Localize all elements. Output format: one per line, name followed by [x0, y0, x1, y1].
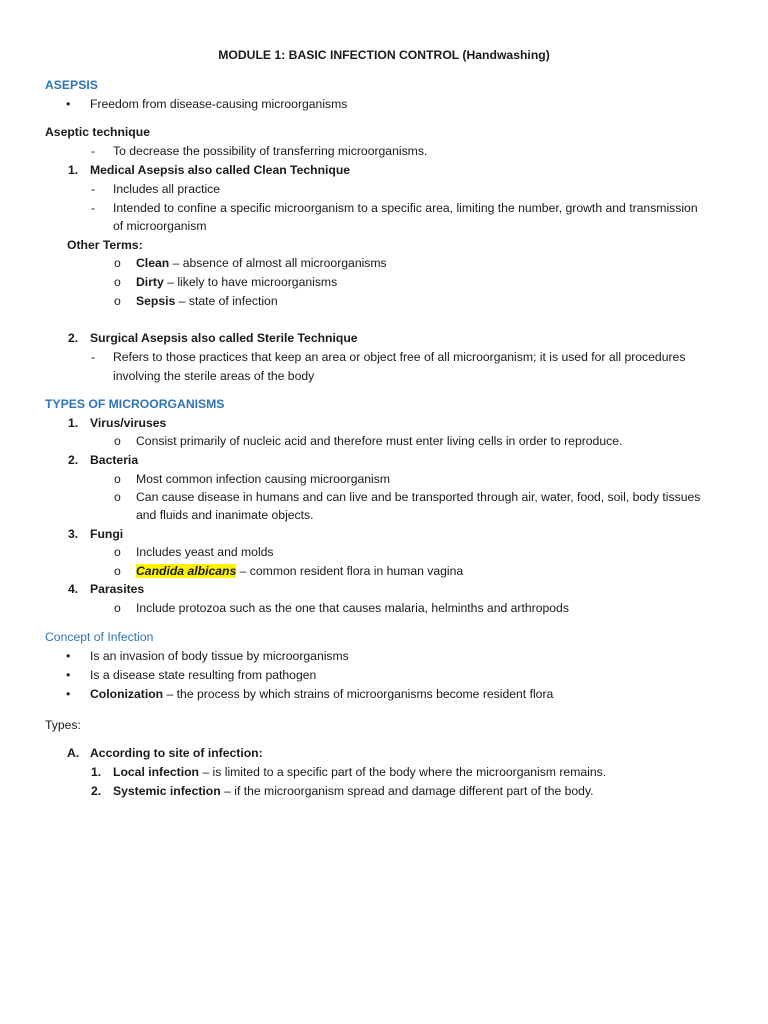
- list-number: 1.: [68, 416, 79, 430]
- aseptic-technique-definition: To decrease the possibility of transferring microorganisms.: [113, 144, 428, 158]
- other-terms-heading: Other Terms:: [67, 238, 143, 252]
- surgical-asepsis-point: Refers to those practices that keep an area or object free of all microorganism; it is used for all procedures: [113, 350, 686, 364]
- circle-marker: o: [114, 490, 121, 504]
- document-title: MODULE 1: BASIC INFECTION CONTROL (Handwashing): [218, 48, 550, 62]
- list-number: 2.: [91, 784, 102, 798]
- surgical-asepsis-point-cont: involving the sterile areas of the body: [113, 369, 315, 383]
- list-number: 4.: [68, 582, 79, 596]
- list-number: 2.: [68, 453, 79, 467]
- highlighted-term: Candida albicans: [136, 564, 237, 578]
- site-of-infection-title: According to site of infection:: [90, 746, 263, 760]
- bullet-marker: •: [66, 97, 71, 111]
- dash-marker: -: [91, 201, 96, 215]
- fungi-title: Fungi: [90, 527, 124, 541]
- bacteria-point: Can cause disease in humans and can live and be transported through air, water, food, soil, body tissues: [136, 490, 701, 504]
- term-dirty: Dirty – likely to have microorganisms: [136, 275, 338, 289]
- list-number: 3.: [68, 527, 79, 541]
- parasites-title: Parasites: [90, 582, 145, 596]
- circle-marker: o: [114, 294, 121, 308]
- term-clean: Clean – absence of almost all microorganisms: [136, 256, 387, 270]
- medical-asepsis-point: Includes all practice: [113, 182, 221, 196]
- medical-asepsis-point-cont: of microorganism: [113, 219, 207, 233]
- bullet-marker: •: [66, 687, 71, 701]
- concept-point-colonization: Colonization – the process by which strains of microorganisms become resident flora: [90, 687, 554, 701]
- circle-marker: o: [114, 434, 121, 448]
- fungi-point-candida: Candida albicans – common resident flora in human vagina: [136, 564, 464, 578]
- list-number: 1.: [68, 163, 79, 177]
- section-heading-asepsis: ASEPSIS: [45, 78, 98, 92]
- local-infection-item: Local infection – is limited to a specific part of the body where the microorganism remains.: [113, 765, 607, 779]
- bullet-marker: •: [66, 668, 71, 682]
- asepsis-definition: Freedom from disease-causing microorganisms: [90, 97, 348, 111]
- dash-marker: -: [91, 182, 96, 196]
- bullet-marker: •: [66, 649, 71, 663]
- parasites-point: Include protozoa such as the one that causes malaria, helminths and arthropods: [136, 601, 569, 615]
- section-heading-types-of-microorganisms: TYPES OF MICROORGANISMS: [45, 397, 225, 411]
- virus-point: Consist primarily of nucleic acid and therefore must enter living cells in order to reproduce.: [136, 434, 623, 448]
- circle-marker: o: [114, 256, 121, 270]
- concept-point: Is a disease state resulting from pathogen: [90, 668, 317, 682]
- bacteria-title: Bacteria: [90, 453, 139, 467]
- list-letter: A.: [67, 746, 80, 760]
- dash-marker: -: [91, 144, 96, 158]
- circle-marker: o: [114, 275, 121, 289]
- section-heading-concept-of-infection: Concept of Infection: [45, 630, 154, 644]
- circle-marker: o: [114, 472, 121, 486]
- list-number: 1.: [91, 765, 102, 779]
- systemic-infection-item: Systemic infection – if the microorganism spread and damage different part of the body.: [113, 784, 594, 798]
- aseptic-technique-heading: Aseptic technique: [45, 125, 150, 139]
- types-heading: Types:: [45, 718, 81, 732]
- virus-title: Virus/viruses: [90, 416, 167, 430]
- bacteria-point-cont: and fluids and inanimate objects.: [136, 508, 314, 522]
- circle-marker: o: [114, 564, 121, 578]
- dash-marker: -: [91, 350, 96, 364]
- surgical-asepsis-title: Surgical Asepsis also called Sterile Technique: [90, 331, 358, 345]
- circle-marker: o: [114, 545, 121, 559]
- circle-marker: o: [114, 601, 121, 615]
- term-sepsis: Sepsis – state of infection: [136, 294, 278, 308]
- medical-asepsis-point: Intended to confine a specific microorganism to a specific area, limiting the number, growth and transmission: [113, 201, 698, 215]
- bacteria-point: Most common infection causing microorganism: [136, 472, 391, 486]
- fungi-point: Includes yeast and molds: [136, 545, 274, 559]
- concept-point: Is an invasion of body tissue by microorganisms: [90, 649, 349, 663]
- medical-asepsis-title: Medical Asepsis also called Clean Technique: [90, 163, 351, 177]
- list-number: 2.: [68, 331, 79, 345]
